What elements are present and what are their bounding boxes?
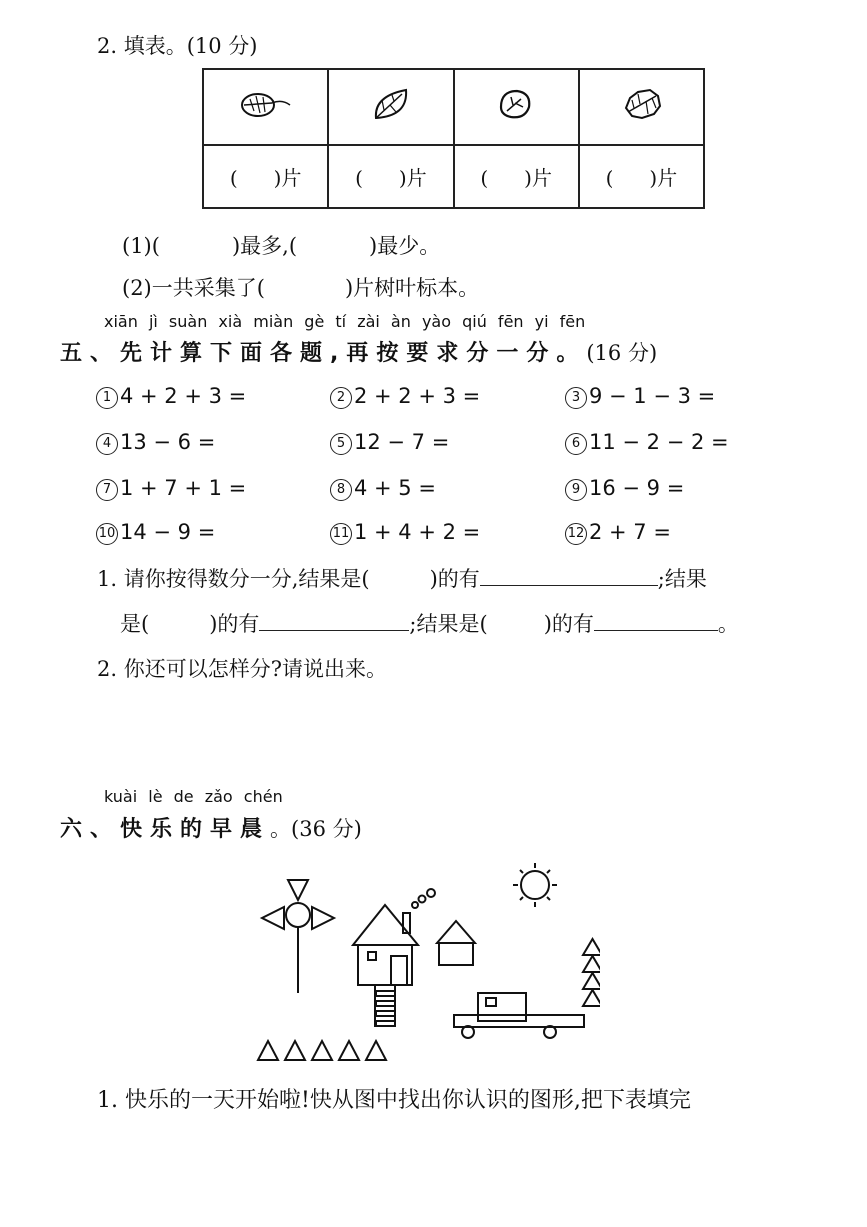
answer-line-2[interactable] (259, 612, 409, 631)
problem-number-badge: 8 (330, 479, 352, 501)
q2-title: 2. 填表。(10 分) (97, 34, 258, 58)
problem-number-badge: 11 (330, 523, 352, 545)
sec6-task1: 1. 快乐的一天开始啦!快从图中找出你认识的图形,把下表填完 (97, 1088, 691, 1113)
leaf-icon-2 (366, 84, 416, 126)
problem-number-badge: 6 (565, 433, 587, 455)
leaf-count-table (202, 68, 705, 209)
problem-3[interactable] (565, 384, 715, 409)
leaf-cell-4 (579, 69, 704, 145)
problem-2[interactable] (330, 384, 480, 409)
problem-expression: 4 + 5 = (354, 476, 436, 500)
problem-number-badge: 10 (96, 523, 118, 545)
problem-number-badge: 7 (96, 479, 118, 501)
sec6-heading (60, 812, 362, 843)
sun-shape (513, 863, 557, 907)
problem-expression: 9 − 1 − 3 = (589, 384, 716, 408)
leaf-icon-3 (491, 85, 541, 125)
problem-expression: 2 + 2 + 3 = (354, 384, 481, 408)
problem-9[interactable] (565, 476, 684, 501)
leaf-count-4[interactable]: ( )片 (579, 145, 704, 208)
problem-number-badge: 4 (96, 433, 118, 455)
problem-4[interactable] (96, 430, 215, 455)
problem-expression: 11 − 2 − 2 = (589, 430, 729, 454)
problem-6[interactable] (565, 430, 729, 455)
problem-11[interactable] (330, 520, 480, 545)
problem-expression: 1 + 7 + 1 = (120, 476, 247, 500)
house-shape (353, 889, 435, 1027)
sec5-task2: 2. 你还可以怎样分?请说出来。 (97, 657, 387, 681)
problem-expression: 4 + 2 + 3 = (120, 384, 247, 408)
problem-expression: 13 − 6 = (120, 430, 216, 454)
problem-number-badge: 12 (565, 523, 587, 545)
sec5-heading (60, 336, 657, 367)
leaf-count-2[interactable]: ( )片 (328, 145, 453, 208)
problem-5[interactable] (330, 430, 449, 455)
leaf-cell-3 (454, 69, 579, 145)
sec5-task1-line2: 是( )的有 ;结果是( )的有 。 (120, 612, 739, 636)
problem-expression: 2 + 7 = (589, 520, 671, 544)
tree-shape (583, 939, 600, 1006)
truck-shape (454, 993, 584, 1038)
problem-number-badge: 2 (330, 387, 352, 409)
leaf-count-1[interactable]: ( )片 (203, 145, 328, 208)
sec5-title: 五、先计算下面各题,再按要求分一分。 (60, 341, 587, 366)
triangle-row (258, 1041, 386, 1060)
problem-number-badge: 5 (330, 433, 352, 455)
sec5-pinyin: xiān jì suàn xià miàn gè tí zài àn yào qiú fēn yi fēn (104, 312, 586, 331)
sec6-pinyin: kuài lè de zǎo chén (104, 787, 283, 806)
morning-scene-illustration (250, 855, 600, 1070)
sec5-score: (16 分) (586, 341, 658, 365)
leaf-count-3[interactable]: ( )片 (454, 145, 579, 208)
problem-10[interactable] (96, 520, 215, 545)
problem-8[interactable] (330, 476, 436, 501)
problem-expression: 1 + 4 + 2 = (354, 520, 481, 544)
leaf-cell-1 (203, 69, 328, 145)
problem-7[interactable] (96, 476, 246, 501)
answer-line-3[interactable] (594, 612, 718, 631)
answer-line-1[interactable] (480, 567, 658, 586)
windmill-shape (262, 880, 334, 993)
leaf-icon-1 (236, 85, 296, 125)
small-house-shape (437, 921, 475, 965)
sec6-title: 六、快乐的早晨 (60, 817, 271, 842)
problem-expression: 16 − 9 = (589, 476, 685, 500)
problem-number-badge: 9 (565, 479, 587, 501)
problem-expression: 14 − 9 = (120, 520, 216, 544)
leaf-cell-2 (328, 69, 453, 145)
sec5-task1-line1: 1. 请你按得数分一分,结果是( )的有 ;结果 (97, 567, 707, 591)
problem-1[interactable] (96, 384, 246, 409)
leaf-icon-4 (616, 84, 666, 126)
problem-12[interactable] (565, 520, 671, 545)
q2-sub2: (2)一共采集了( )片树叶标本。 (122, 276, 480, 300)
problem-expression: 12 − 7 = (354, 430, 450, 454)
q2-sub1: (1)( )最多,( )最少。 (122, 234, 441, 258)
sec6-score: 。(36 分) (270, 817, 362, 841)
problem-number-badge: 1 (96, 387, 118, 409)
problem-number-badge: 3 (565, 387, 587, 409)
